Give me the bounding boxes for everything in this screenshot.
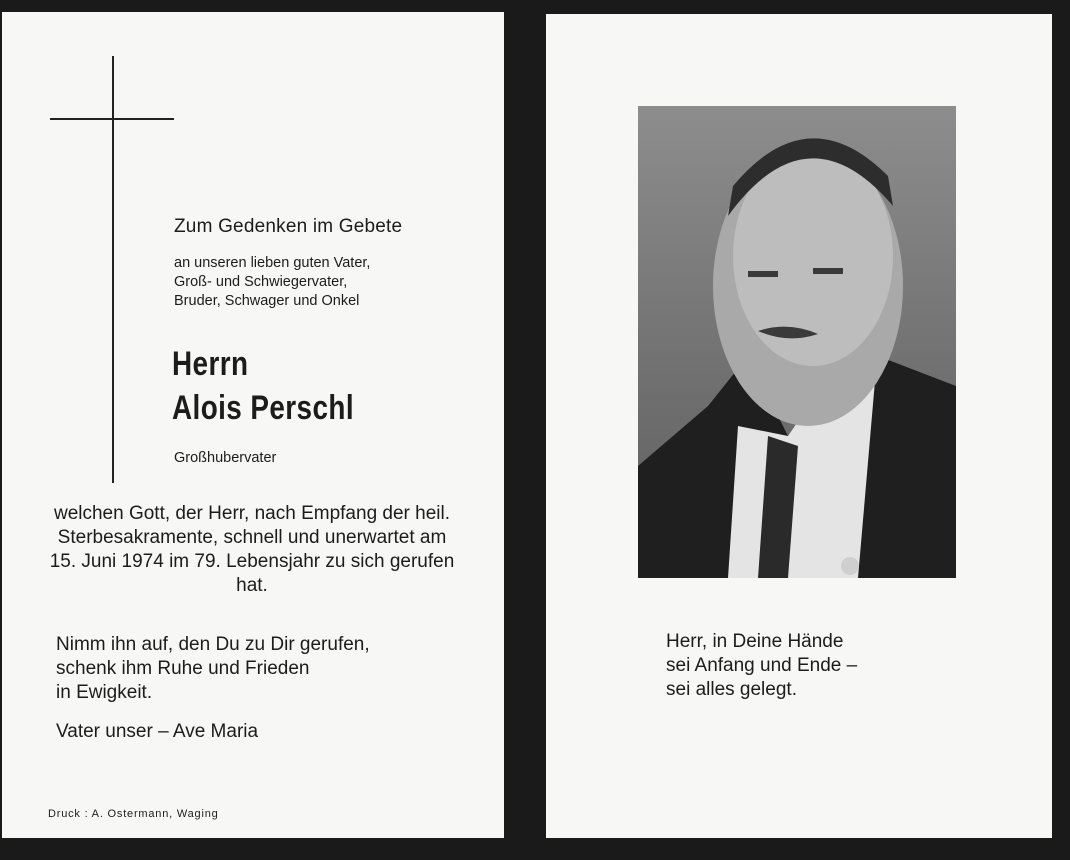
death-notice: welchen Gott, der Herr, nach Empfang der heil. Sterbesakramente, schnell und unerwartet am 15. Juni 1974 im 79. Lebensjahr zu sich gerufen hat. xyxy=(49,503,455,596)
prayer xyxy=(56,633,370,705)
dedication xyxy=(174,254,370,311)
quote-line: sei Anfang und Ende – xyxy=(666,655,858,676)
deceased-name xyxy=(172,342,354,430)
quote-line: Herr, in Deine Hände xyxy=(666,631,844,652)
portrait-photo xyxy=(638,106,956,578)
prayer-line: Nimm ihn auf, den Du zu Dir gerufen, xyxy=(56,634,370,655)
right-card xyxy=(546,14,1052,838)
name-full: Alois Perschl xyxy=(172,389,354,427)
portrait-figure-icon xyxy=(638,106,956,578)
prayer-line: schenk ihm Ruhe und Frieden xyxy=(56,658,310,679)
quote-line: sei alles gelegt. xyxy=(666,679,797,700)
name-honorific: Herrn xyxy=(172,345,249,383)
memorial-heading: Zum Gedenken im Gebete xyxy=(174,216,403,237)
house-title: Großhubervater xyxy=(174,450,277,466)
quote xyxy=(666,630,857,702)
cross-icon-bar xyxy=(50,118,174,120)
dedication-line: Bruder, Schwager und Onkel xyxy=(174,293,360,309)
dedication-line: an unseren lieben guten Vater, xyxy=(174,255,371,271)
closing-prayers: Vater unser – Ave Maria xyxy=(56,721,259,742)
left-card xyxy=(2,12,504,838)
cross-icon xyxy=(112,56,114,483)
prayer-line: in Ewigkeit. xyxy=(56,682,153,703)
dedication-line: Groß- und Schwiegervater, xyxy=(174,274,348,290)
printer-credit: Druck : A. Ostermann, Waging xyxy=(48,808,219,820)
